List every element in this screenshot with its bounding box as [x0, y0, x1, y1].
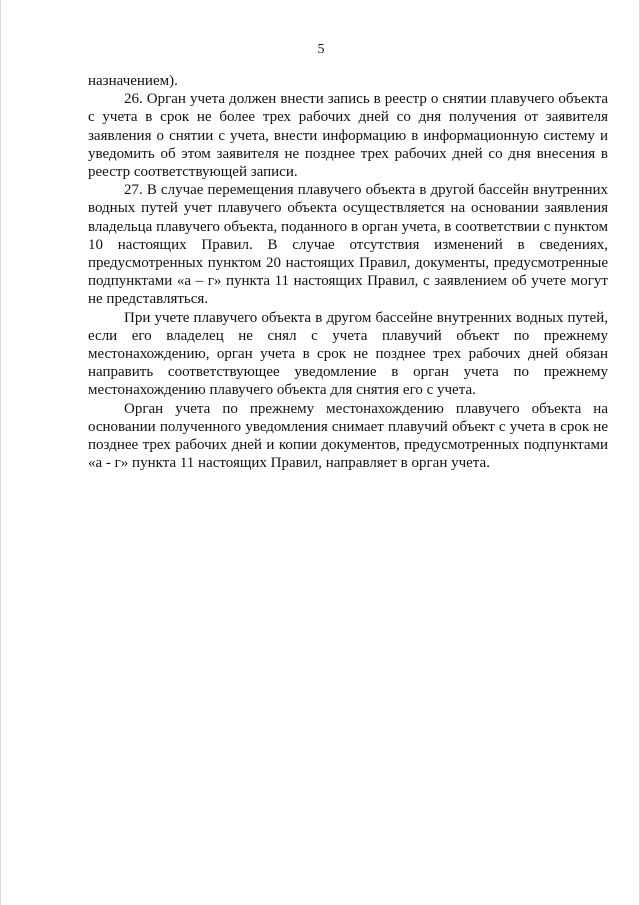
paragraph-item-27: 27. В случае перемещения плавучего объекта в другой бассейн внутренних водных путей учет плавучего объекта осуществляется на основании заявления владельца плавучего объекта, поданного в орган учета, в соответствии с пунктом 10 настоящих Правил. В случае отсутствия изменений в сведениях, предусмотренных пунктом 20 настоящих Правил, документы, предусмотренные подпунктами «а – г» пункта 11 настоящих Правил, с заявлением об учете могут не представляться.: [88, 182, 608, 308]
paragraph-item-26: 26. Орган учета должен внести запись в реестр о снятии плавучего объекта с учета в срок не более трех рабочих дней со дня получения от заявителя заявления о снятии с учета, внести информацию в информационную систему и уведомить об этом заявителя не позднее трех рабочих дней со дня внесения в реестр соответствующей записи.: [88, 91, 608, 181]
document-body: [88, 72, 608, 472]
paragraph-item-27-cont-1: При учете плавучего объекта в другом бассейне внутренних водных путей, если его владелец не снял с учета плавучий объект по прежнему местонахождению, орган учета в срок не позднее трех рабочих дней обязан направить соответствующее уведомление в орган учета по прежнему местонахождению плавучего объекта для снятия его с учета.: [88, 309, 608, 399]
paragraph-continuation: назначением).: [88, 73, 178, 89]
page-number: 5: [317, 42, 325, 57]
paragraph-item-27-cont-2: Орган учета по прежнему местонахождению плавучего объекта на основании полученного уведомления снимает плавучий объект с учета в срок не позднее трех рабочих дней и копии документов, предусмотренных подпунктами «а - г» пункта 11 настоящих Правил, направляет в орган учета.: [88, 400, 608, 472]
